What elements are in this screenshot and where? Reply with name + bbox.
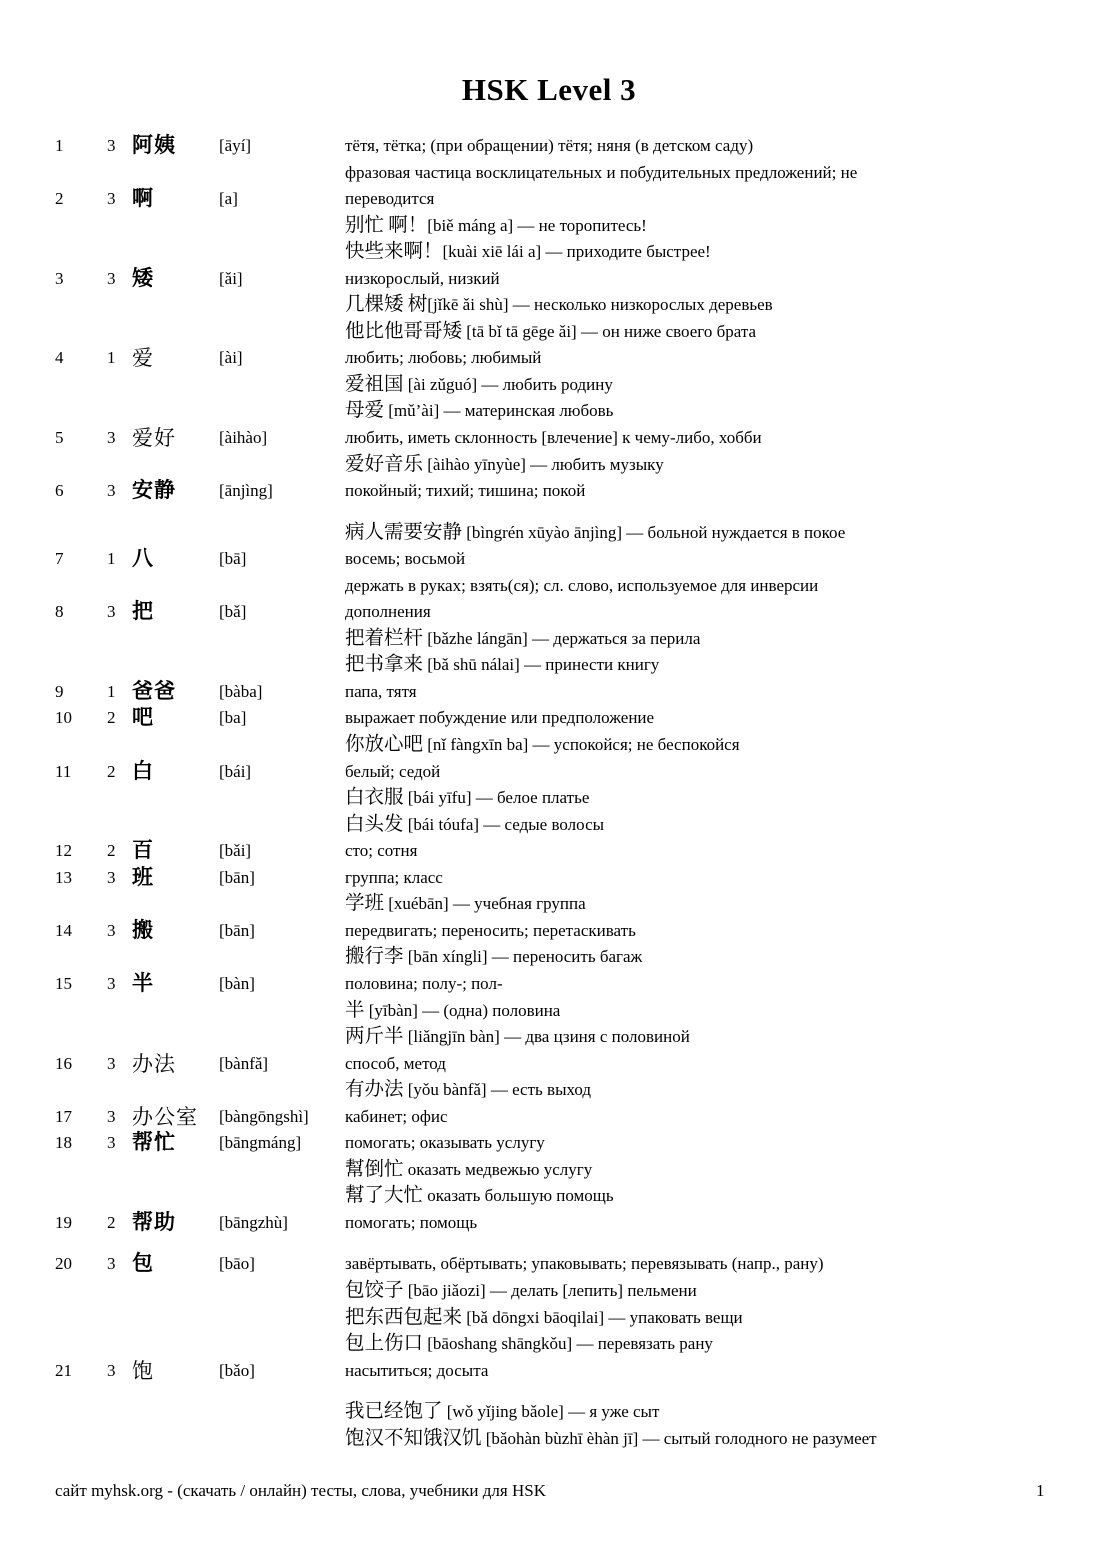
entry-pinyin: [bàn] bbox=[219, 973, 255, 993]
entry-pinyin: [ba] bbox=[219, 708, 247, 728]
entry-translation-line: выражает побуждение или предположение bbox=[345, 708, 655, 728]
spacer-line bbox=[0, 1384, 1098, 1399]
entry-hanzi: 安静 bbox=[132, 479, 176, 503]
entry-translation-line: 饱汉不知饿汉饥 [bǎohàn bùzhī èhàn jī] — сытый голодного не разумеет bbox=[345, 1427, 877, 1449]
entry-translation-line: 两斤半 [liǎngjīn bàn] — два цзиня с половиной bbox=[345, 1026, 690, 1048]
entry-line bbox=[0, 133, 1098, 160]
entry-translation-line: помогать; помощь bbox=[345, 1212, 478, 1232]
entry-line bbox=[0, 372, 1098, 399]
entry-line bbox=[0, 520, 1098, 547]
entry-hanzi: 包 bbox=[132, 1252, 154, 1276]
entry-hanzi: 爱 bbox=[132, 346, 154, 371]
entry-translation-line: передвигать; переносить; перетаскивать bbox=[345, 920, 636, 940]
entry-translation-line: 幫了大忙 оказать большую помощь bbox=[345, 1185, 614, 1207]
entry-hsk-level: 1 bbox=[107, 681, 116, 701]
entry-number: 1 bbox=[55, 136, 64, 155]
entry-line bbox=[0, 239, 1098, 266]
entry-translation-line: 白衣服 [bái yīfu] — белое платье bbox=[345, 787, 590, 809]
entry-translation-line: 他比他哥哥矮 [tā bǐ tā gēge ǎi] — он ниже своего брата bbox=[345, 320, 757, 342]
entry-line bbox=[0, 1399, 1098, 1426]
entry-translation-line: помогать; оказывать услугу bbox=[345, 1133, 545, 1153]
entry-translation-line: 母爱 [mǔ’ài] — материнская любовь bbox=[345, 400, 614, 422]
entry-hanzi: 百 bbox=[132, 839, 154, 863]
entry-translation-line: 半 [yībàn] — (одна) половина bbox=[345, 999, 561, 1021]
entry-hanzi: 帮助 bbox=[132, 1210, 176, 1234]
hanzi-run: 树 bbox=[407, 294, 428, 316]
entry-line bbox=[0, 1331, 1098, 1358]
entry-line bbox=[0, 292, 1098, 319]
entry-hsk-level: 2 bbox=[107, 761, 116, 781]
hanzi-run: 把书拿来 bbox=[345, 654, 424, 676]
entry-number: 8 bbox=[55, 602, 64, 622]
entry-pinyin: [āyí] bbox=[219, 136, 252, 155]
entry-line bbox=[0, 425, 1098, 452]
entry-number: 2 bbox=[55, 189, 64, 209]
hanzi-run: 爱祖国 bbox=[345, 373, 404, 395]
entry-pinyin: [a] bbox=[219, 189, 238, 209]
entry-line bbox=[0, 891, 1098, 918]
entry-line bbox=[0, 345, 1098, 372]
entry-line bbox=[0, 319, 1098, 346]
entry-number: 19 bbox=[55, 1212, 72, 1232]
entry-line bbox=[0, 971, 1098, 998]
entry-hanzi: 办公室 bbox=[132, 1104, 198, 1129]
entry-number: 21 bbox=[55, 1360, 72, 1380]
entry-hanzi: 吧 bbox=[132, 706, 154, 730]
entry-translation-line: завёртывать, обёртывать; упаковывать; перевязывать (напр., рану) bbox=[345, 1254, 824, 1274]
entry-hanzi: 爱好 bbox=[132, 426, 176, 451]
entry-translation-line: дополнения bbox=[345, 602, 431, 622]
entry-number: 15 bbox=[55, 973, 72, 993]
entry-translation-line: группа; класс bbox=[345, 867, 443, 887]
entry-line bbox=[0, 1305, 1098, 1332]
entry-number: 4 bbox=[55, 348, 64, 368]
hanzi-run: 你放心吧 bbox=[345, 734, 424, 756]
entry-line bbox=[0, 626, 1098, 653]
word-list bbox=[0, 133, 1098, 1452]
hanzi-run: 半 bbox=[345, 999, 365, 1021]
entry-number: 6 bbox=[55, 481, 64, 501]
entry-translation-line: папа, тятя bbox=[345, 681, 417, 701]
entry-translation-line: тётя, тётка; (при обращении) тётя; няня (в детском саду) bbox=[345, 136, 754, 155]
entry-line bbox=[0, 1157, 1098, 1184]
entry-translation-line: кабинет; офис bbox=[345, 1106, 448, 1126]
hanzi-run: 别忙 bbox=[345, 214, 385, 236]
entry-hanzi: 饱 bbox=[132, 1358, 154, 1383]
spacer-line bbox=[0, 505, 1098, 520]
entry-hanzi: 办法 bbox=[132, 1051, 176, 1076]
entry-line bbox=[0, 573, 1098, 600]
entry-hsk-level: 3 bbox=[107, 920, 116, 940]
entry-number: 16 bbox=[55, 1053, 72, 1073]
entry-line bbox=[0, 1104, 1098, 1131]
entry-line bbox=[0, 732, 1098, 759]
entry-hsk-level: 2 bbox=[107, 708, 116, 728]
entry-translation-line: 爱好音乐 [àihào yīnyùe] — любить музыку bbox=[345, 453, 664, 475]
hanzi-run: 包饺子 bbox=[345, 1279, 404, 1301]
entry-hsk-level: 3 bbox=[107, 268, 116, 288]
entry-hsk-level: 2 bbox=[107, 841, 116, 861]
entry-hsk-level: 3 bbox=[107, 136, 116, 155]
entry-line bbox=[0, 266, 1098, 293]
entry-line bbox=[0, 213, 1098, 240]
entry-line bbox=[0, 1251, 1098, 1278]
entry-line bbox=[0, 812, 1098, 839]
entry-hsk-level: 3 bbox=[107, 189, 116, 209]
entry-pinyin: [ài] bbox=[219, 348, 243, 368]
hanzi-run: 幫了大忙 bbox=[345, 1185, 424, 1207]
entry-number: 5 bbox=[55, 428, 64, 448]
hanzi-run: 两斤半 bbox=[345, 1026, 404, 1048]
entry-hsk-level: 3 bbox=[107, 1133, 116, 1153]
entry-line bbox=[0, 1024, 1098, 1051]
entry-number: 17 bbox=[55, 1106, 72, 1126]
entry-hsk-level: 3 bbox=[107, 1106, 116, 1126]
entry-pinyin: [bā] bbox=[219, 549, 247, 569]
entry-translation-line: 搬行李 [bān xíngli] — переносить багаж bbox=[345, 946, 643, 968]
entry-translation-line: 别忙 啊！[biě máng a] — не торопитесь! bbox=[345, 214, 647, 236]
footer-site-text: сайт myhsk.org - (скачать / онлайн) тесты, слова, учебники для HSK bbox=[55, 1481, 546, 1500]
entry-translation-line: 幫倒忙 оказать медвежью услугу bbox=[345, 1158, 593, 1180]
entry-pinyin: [bān] bbox=[219, 867, 255, 887]
entry-line bbox=[0, 1183, 1098, 1210]
entry-line bbox=[0, 1077, 1098, 1104]
entry-translation-line: 白头发 [bái tóufa] — седые волосы bbox=[345, 813, 605, 835]
entry-number: 18 bbox=[55, 1133, 72, 1153]
entry-hsk-level: 3 bbox=[107, 1360, 116, 1380]
entry-line bbox=[0, 998, 1098, 1025]
hanzi-run: 我已经饱了 bbox=[345, 1401, 443, 1423]
entry-line bbox=[0, 865, 1098, 892]
entry-number: 14 bbox=[55, 920, 72, 940]
entry-translation-line: фразовая частица восклицательных и побудительных предложений; не bbox=[345, 162, 858, 182]
entry-hanzi: 把 bbox=[132, 600, 154, 624]
entry-line bbox=[0, 838, 1098, 865]
entry-hsk-level: 1 bbox=[107, 549, 116, 569]
entry-translation-line: 包饺子 [bāo jiǎozi] — делать [лепить] пельмени bbox=[345, 1279, 697, 1301]
entry-translation-line: способ, метод bbox=[345, 1053, 446, 1073]
entry-pinyin: [ānjìng] bbox=[219, 481, 273, 501]
entry-translation-line: половина; полу-; пол- bbox=[345, 973, 503, 993]
entry-hsk-level: 3 bbox=[107, 428, 116, 448]
entry-hanzi: 八 bbox=[132, 547, 154, 571]
entry-pinyin: [bāngzhù] bbox=[219, 1212, 288, 1232]
entry-hsk-level: 1 bbox=[107, 348, 116, 368]
entry-hanzi: 爸爸 bbox=[132, 679, 176, 703]
entry-line bbox=[0, 398, 1098, 425]
entry-line bbox=[0, 546, 1098, 573]
entry-hsk-level: 3 bbox=[107, 1053, 116, 1073]
entry-hanzi: 班 bbox=[132, 865, 154, 889]
entry-pinyin: [bànfǎ] bbox=[219, 1053, 269, 1073]
entry-translation-line: любить; любовь; любимый bbox=[345, 348, 542, 368]
entry-number: 7 bbox=[55, 549, 64, 569]
entry-hanzi: 阿姨 bbox=[132, 134, 176, 157]
entry-translation-line: 病人需要安静 [bìngrén xūyào ānjìng] — больной нуждается в покое bbox=[345, 521, 846, 543]
entry-line bbox=[0, 785, 1098, 812]
entry-line bbox=[0, 452, 1098, 479]
entry-hanzi: 搬 bbox=[132, 918, 154, 942]
entry-number: 3 bbox=[55, 268, 64, 288]
entry-hsk-level: 3 bbox=[107, 867, 116, 887]
entry-line bbox=[0, 759, 1098, 786]
entry-number: 9 bbox=[55, 681, 64, 701]
page-title: HSK Level 3 bbox=[461, 72, 637, 107]
entry-translation-line: 把书拿来 [bǎ shū nálai] — принести книгу bbox=[345, 654, 660, 676]
entry-translation-line: 有办法 [yǒu bànfǎ] — есть выход bbox=[345, 1079, 591, 1101]
entry-translation-line: 你放心吧 [nǐ fàngxīn ba] — успокойся; не беспокойся bbox=[345, 734, 740, 756]
hanzi-run: 学班 bbox=[345, 893, 385, 915]
entry-line bbox=[0, 1278, 1098, 1305]
hanzi-run: 饱汉不知饿汉饥 bbox=[345, 1427, 482, 1449]
entry-number: 11 bbox=[55, 761, 72, 781]
entry-translation-line: переводится bbox=[345, 189, 435, 209]
entry-translation-line: любить, иметь склонность [влечение] к чему-либо, хобби bbox=[345, 428, 762, 448]
hanzi-run: 他比他哥哥矮 bbox=[345, 320, 463, 342]
entry-line bbox=[0, 679, 1098, 706]
entry-number: 10 bbox=[55, 708, 72, 728]
entry-pinyin: [àihào] bbox=[219, 428, 268, 448]
entry-hsk-level: 3 bbox=[107, 602, 116, 622]
entry-hsk-level: 3 bbox=[107, 1254, 116, 1274]
entry-pinyin: [bān] bbox=[219, 920, 255, 940]
entry-hsk-level: 3 bbox=[107, 973, 116, 993]
entry-pinyin: [bàba] bbox=[219, 681, 263, 701]
entry-translation-line: 快些来啊！[kuài xiē lái a] — приходите быстрее! bbox=[345, 241, 711, 263]
hanzi-run: 白衣服 bbox=[345, 787, 404, 809]
entry-pinyin: [ǎi] bbox=[219, 268, 243, 288]
hanzi-run: 几棵矮 bbox=[345, 294, 404, 316]
entry-translation-line: держать в руках; взять(ся); сл. слово, используемое для инверсии bbox=[345, 575, 819, 595]
entry-hsk-level: 2 bbox=[107, 1212, 116, 1232]
entry-pinyin: [bǎi] bbox=[219, 841, 252, 861]
entry-translation-line: восемь; восьмой bbox=[345, 549, 466, 569]
entry-hanzi: 矮 bbox=[132, 266, 154, 290]
entry-hanzi: 帮忙 bbox=[132, 1131, 176, 1155]
entry-translation-line: 学班 [xuébān] — учебная группа bbox=[345, 893, 586, 915]
entry-translation-line: 爱祖国 [ài zǔguó] — любить родину bbox=[345, 373, 613, 395]
hanzi-run: 有办法 bbox=[345, 1079, 404, 1101]
entry-pinyin: [bǎ] bbox=[219, 602, 247, 622]
entry-line bbox=[0, 1210, 1098, 1237]
hanzi-run: 搬行李 bbox=[345, 946, 404, 968]
entry-translation-line: сто; сотня bbox=[345, 841, 418, 861]
entry-line bbox=[0, 478, 1098, 505]
entry-number: 12 bbox=[55, 841, 72, 861]
entry-translation-line: белый; седой bbox=[345, 761, 441, 781]
entry-translation-line: 几棵矮 树[jǐkē ǎi shù] — несколько низкорослых деревьев bbox=[345, 294, 773, 316]
hanzi-run: 把着栏杆 bbox=[345, 627, 424, 649]
hanzi-run: 快些来啊！ bbox=[345, 241, 443, 263]
entry-pinyin: [bǎo] bbox=[219, 1360, 255, 1380]
entry-pinyin: [bàngōngshì] bbox=[219, 1106, 309, 1126]
hanzi-run: 把东西包起来 bbox=[345, 1306, 463, 1328]
entry-translation-line: 把着栏杆 [bǎzhe lángān] — держаться за перила bbox=[345, 627, 701, 649]
entry-pinyin: [bái] bbox=[219, 761, 252, 781]
entry-line bbox=[0, 599, 1098, 626]
entry-line bbox=[0, 1426, 1098, 1453]
entry-line bbox=[0, 186, 1098, 213]
entry-hsk-level: 3 bbox=[107, 481, 116, 501]
entry-translation-line: 包上伤口 [bāoshang shāngkǒu] — перевязать рану bbox=[345, 1333, 713, 1355]
entry-translation-line: покойный; тихий; тишина; покой bbox=[345, 481, 586, 501]
entry-number: 20 bbox=[55, 1254, 72, 1274]
hanzi-run: 病人需要安静 bbox=[345, 521, 463, 543]
entry-translation-line: 把东西包起来 [bǎ dōngxi bāoqilai] — упаковать вещи bbox=[345, 1306, 743, 1328]
hanzi-run: 母爱 bbox=[345, 400, 385, 422]
entry-line bbox=[0, 652, 1098, 679]
footer-page-number: 1 bbox=[1036, 1481, 1045, 1500]
entry-hanzi: 白 bbox=[132, 759, 154, 783]
hanzi-run: 幫倒忙 bbox=[345, 1158, 404, 1180]
hanzi-run: 啊！ bbox=[388, 214, 428, 236]
spacer-line bbox=[0, 1236, 1098, 1251]
entry-line bbox=[0, 918, 1098, 945]
entry-translation-line: 我已经饱了 [wǒ yǐjing bǎole] — я уже сыт bbox=[345, 1401, 660, 1423]
entry-pinyin: [bāngmáng] bbox=[219, 1133, 302, 1153]
entry-hanzi: 啊 bbox=[132, 187, 154, 211]
hanzi-run: 包上伤口 bbox=[345, 1333, 424, 1355]
entry-pinyin: [bāo] bbox=[219, 1254, 255, 1274]
entry-number: 13 bbox=[55, 867, 72, 887]
entry-line bbox=[0, 944, 1098, 971]
entry-line bbox=[0, 1358, 1098, 1385]
entry-line bbox=[0, 160, 1098, 187]
entry-line bbox=[0, 705, 1098, 732]
entry-hanzi: 半 bbox=[132, 971, 154, 995]
entry-translation-line: низкорослый, низкий bbox=[345, 268, 500, 288]
entry-line bbox=[0, 1051, 1098, 1078]
hanzi-run: 白头发 bbox=[345, 813, 404, 835]
entry-line bbox=[0, 1130, 1098, 1157]
hanzi-run: 爱好音乐 bbox=[345, 453, 424, 475]
entry-translation-line: насытиться; досыта bbox=[345, 1360, 489, 1380]
